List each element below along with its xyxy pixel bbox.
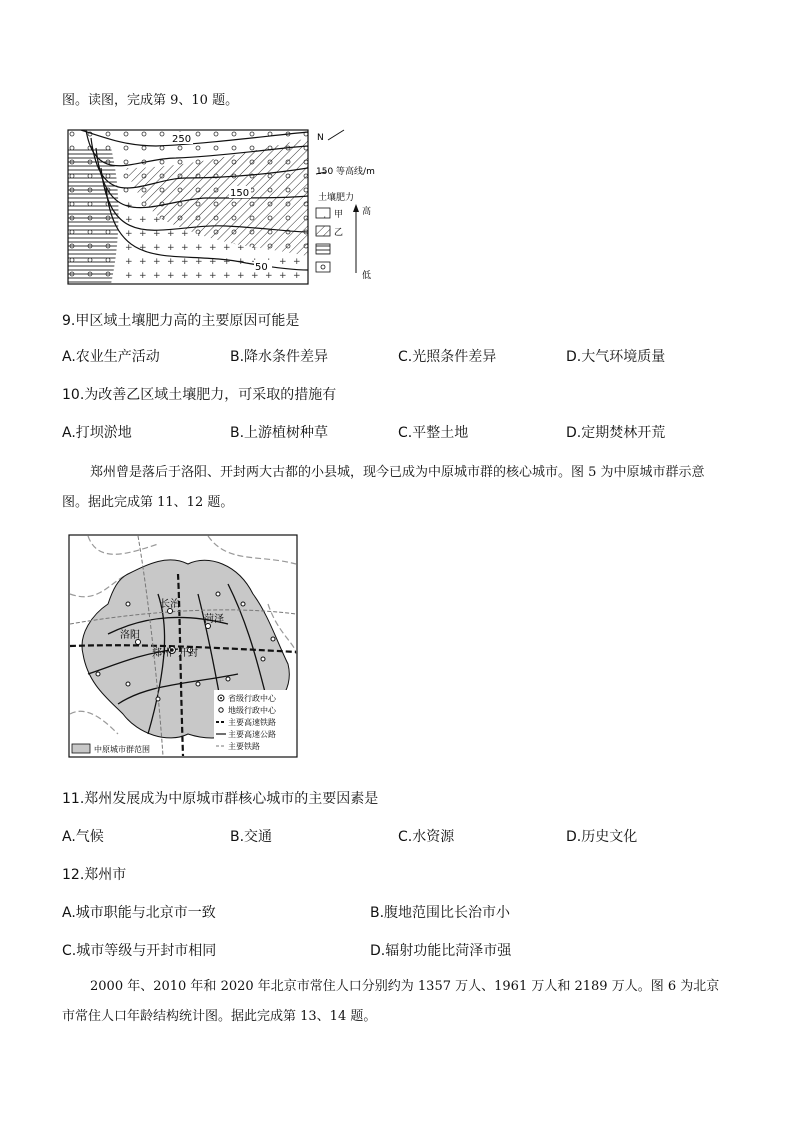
q10-option-d[interactable]: D.定期焚林开荒 [566, 425, 666, 441]
soil-fertility-figure [66, 128, 396, 288]
q12-option-d[interactable]: D.辐射功能比菏泽市强 [370, 943, 512, 959]
q9-option-c[interactable]: C.光照条件差异 [398, 349, 497, 365]
q10-option-c[interactable]: C.平整土地 [398, 425, 469, 441]
legend-provincial-center: 省级行政中心 [228, 694, 276, 703]
contour-label-250: 250 [172, 134, 192, 145]
intro-line: 图。读图，完成第 9、10 题。 [62, 93, 239, 108]
soil-fertility-map [66, 128, 396, 288]
q12-option-a[interactable]: A.城市职能与北京市一致 [62, 905, 216, 921]
zone-lines [68, 148, 119, 284]
legend-high: 高 [362, 207, 372, 217]
passage-zhengzhou: 郑州曾是落后于洛阳、开封两大古都的小县城，现今已成为中原城市群的核心城市。图 5 为中原城市群示意图。据此完成第 11、12 题。 [62, 465, 705, 510]
legend-expressway: 主要高速公路 [228, 730, 276, 739]
legend-low: 低 [362, 271, 372, 281]
city-changzhi: 长治 [160, 599, 180, 610]
north-arrow: N [317, 133, 324, 143]
legend-cluster-range: 中原城市群范围 [94, 745, 150, 754]
city-luoyang: 洛阳 [120, 630, 140, 641]
legend-high-speed-rail: 主要高速铁路 [228, 718, 276, 727]
legend-title: 土壤肥力 [318, 193, 355, 203]
passage-beijing-population: 2000 年、2010 年和 2020 年北京市常住人口分别约为 1357 万人、1961 万人和 2189 万人。图 6 为北京市常住人口年龄结构统计图。据此完成第 13、14 题。 [62, 979, 720, 1024]
city-kaifeng: 开封 [178, 648, 198, 659]
legend-yi: 乙 [334, 228, 344, 238]
legend-prefecture-center: 地级行政中心 [228, 706, 276, 715]
q9-option-a[interactable]: A.农业生产活动 [62, 349, 160, 365]
city-heze: 菏泽 [204, 614, 224, 625]
city-cluster-map [68, 534, 298, 758]
q10-option-a[interactable]: A.打坝淤地 [62, 425, 132, 441]
q10-option-b[interactable]: B.上游植树种草 [230, 425, 329, 441]
q11-option-d[interactable]: D.历史文化 [566, 829, 638, 845]
legend-jia: 甲 [334, 210, 344, 220]
q10-stem: 10.为改善乙区域土壤肥力，可采取的措施有 [62, 387, 337, 403]
contour-label-150: 150 [230, 188, 250, 199]
q9-stem: 9.甲区域土壤肥力高的主要原因可能是 [62, 313, 300, 329]
q12-stem: 12.郑州市 [62, 867, 127, 883]
q9-option-d[interactable]: D.大气环境质量 [566, 349, 666, 365]
q11-stem: 11.郑州发展成为中原城市群核心城市的主要因素是 [62, 791, 379, 807]
legend-railway: 主要铁路 [228, 742, 260, 751]
contour-label-50: 50 [255, 262, 268, 273]
q9-option-b[interactable]: B.降水条件差异 [230, 349, 329, 365]
q12-option-c[interactable]: C.城市等级与开封市相同 [62, 943, 217, 959]
q12-option-b[interactable]: B.腹地范围比长治市小 [370, 905, 511, 921]
q11-option-c[interactable]: C.水资源 [398, 829, 455, 845]
q11-option-b[interactable]: B.交通 [230, 829, 273, 845]
q11-option-a[interactable]: A.气候 [62, 829, 104, 845]
legend-contour: 150 等高线/m [316, 167, 375, 177]
north-arrow-icon [328, 130, 344, 140]
city-zhengzhou: 郑州 [152, 648, 172, 659]
city-cluster-figure [68, 534, 298, 758]
